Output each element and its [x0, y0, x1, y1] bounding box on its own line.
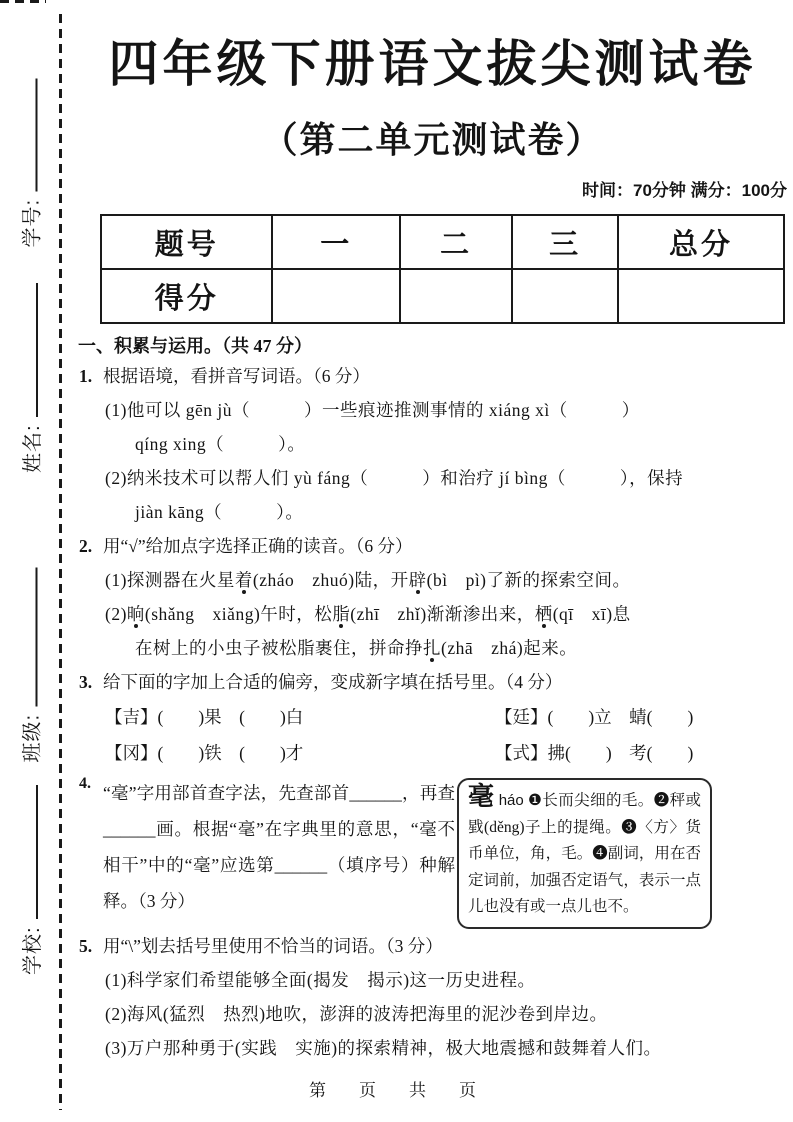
question-3-item-ji: 【吉】( )果 ( )白	[105, 707, 304, 727]
question-2-line-1: (1)探测器在火星着(zháo zhuó)陆，开辟(bì pì)了新的探索空间。	[105, 570, 631, 590]
question-1	[78, 359, 787, 529]
student-id-blank-line	[22, 79, 37, 192]
score-cell-part1	[272, 269, 400, 323]
page-subtitle: （第二单元测试卷）	[261, 119, 604, 160]
name-label: 姓名:	[21, 424, 44, 473]
question-5-title: 用“\”划去括号里使用不恰当的词语。（3 分）	[103, 935, 443, 956]
score-table-header-part1: 一	[272, 215, 400, 269]
student-id-label: 学号:	[21, 198, 43, 248]
class-blank-line	[22, 568, 37, 707]
question-4-number: 4.	[79, 775, 91, 792]
school-label: 学校:	[21, 926, 44, 975]
question-5-number: 5.	[79, 935, 93, 956]
question-5-line-3: (3)万户那种勇于(实践 实施)的探索精神，极大地震撼和鼓舞着人们。	[105, 1037, 662, 1058]
question-3-number: 3.	[79, 672, 93, 692]
question-2-number: 2.	[79, 536, 93, 556]
sidebar-field-name	[15, 283, 45, 473]
question-4-text: “毫”字用部首查字法，先查部首______，再查______画。根据“毫”在字典里的意思，“毫不相干”中的“毫”应选第______（填序号）种解释。（3 分）	[103, 783, 455, 911]
question-2	[78, 529, 787, 665]
margin-dashed-separator	[59, 14, 62, 1110]
question-2-line-3: 在树上的小虫子被松脂裹住，拼命挣扎(zhā zhá)起来。	[135, 638, 578, 658]
question-3-row-2	[78, 735, 787, 771]
score-table-header-total: 总分	[618, 215, 784, 269]
dictionary-definitions: ❶长而尖细的毛。❷秤或戥(děng)子上的提绳。❸〈方〉货币单位，角，毛。❹副词，用在否定词前，加强否定语气，表示一点儿也没有或一点儿也不。	[468, 792, 702, 915]
corner-crop-mark	[0, 0, 46, 3]
question-3-item-ting: 【廷】( )立 蜻( )	[495, 707, 694, 727]
question-2-line-2: (2)晌(shǎng xiǎng)午时，松脂(zhī zhǐ)渐渐渗出来，栖(qī xī)息	[105, 604, 631, 624]
question-1-line-2: qíng xing（ ）。	[135, 434, 306, 454]
exam-time-score-meta: 时间：70分钟 满分：100分	[582, 181, 787, 200]
school-blank-line	[23, 785, 38, 919]
score-table	[100, 214, 785, 324]
dictionary-headword: 毫	[468, 782, 495, 811]
score-cell-total	[618, 269, 784, 323]
footer-page-label: 第 页 共 页	[309, 1081, 484, 1100]
question-3-title: 给下面的字加上合适的偏旁，变成新字填在括号里。（4 分）	[103, 672, 563, 692]
question-1-line-1: (1)他可以 gēn jù（ ）一些痕迹推测事情的 xiáng xì（ ）	[105, 400, 640, 420]
question-3	[78, 665, 787, 771]
score-table-header-part3: 三	[512, 215, 618, 269]
dictionary-entry-box	[457, 778, 712, 929]
score-cell-part3	[512, 269, 618, 323]
question-3-row-1	[78, 699, 787, 735]
score-table-score-row	[101, 269, 784, 323]
sidebar-field-class	[15, 568, 45, 763]
question-5	[78, 929, 787, 1065]
question-1-title: 根据语境，看拼音写词语。（6 分）	[103, 366, 370, 386]
score-table-header-row	[101, 215, 784, 269]
score-table-header-part2: 二	[400, 215, 512, 269]
section-1-heading: 一、积累与运用。（共 47 分）	[78, 336, 312, 356]
question-5-line-1: (1)科学家们希望能够全面(揭发 揭示)这一历史进程。	[105, 969, 536, 990]
score-row-label: 得分	[101, 269, 272, 323]
page-title: 四年级下册语文拔尖测试卷	[108, 36, 757, 92]
question-1-number: 1.	[79, 366, 93, 386]
class-label: 班级:	[21, 713, 43, 763]
question-1-line-3: (2)纳米技术可以帮人们 yù fáng（ ）和治疗 jí bìng（ ），保持	[105, 468, 684, 488]
question-2-title: 用“√”给加点字选择正确的读音。（6 分）	[103, 536, 413, 556]
score-table-header-question: 题号	[101, 215, 272, 269]
dictionary-pinyin: háo	[498, 792, 524, 809]
score-cell-part2	[400, 269, 512, 323]
question-1-line-4: jiàn kāng（ ）。	[135, 502, 304, 522]
sidebar-field-student-id	[15, 79, 45, 248]
main-content	[78, 0, 787, 1065]
question-3-item-shi: 【式】拂( ) 考( )	[495, 743, 694, 763]
question-3-item-gang: 【冈】( )铁 ( )才	[105, 743, 304, 763]
name-blank-line	[23, 283, 38, 417]
question-4	[78, 775, 787, 929]
question-5-line-2: (2)海风(猛烈 热烈)地吹，澎湃的波涛把海里的泥沙卷到岸边。	[105, 1003, 608, 1024]
sidebar-field-school	[15, 785, 45, 975]
